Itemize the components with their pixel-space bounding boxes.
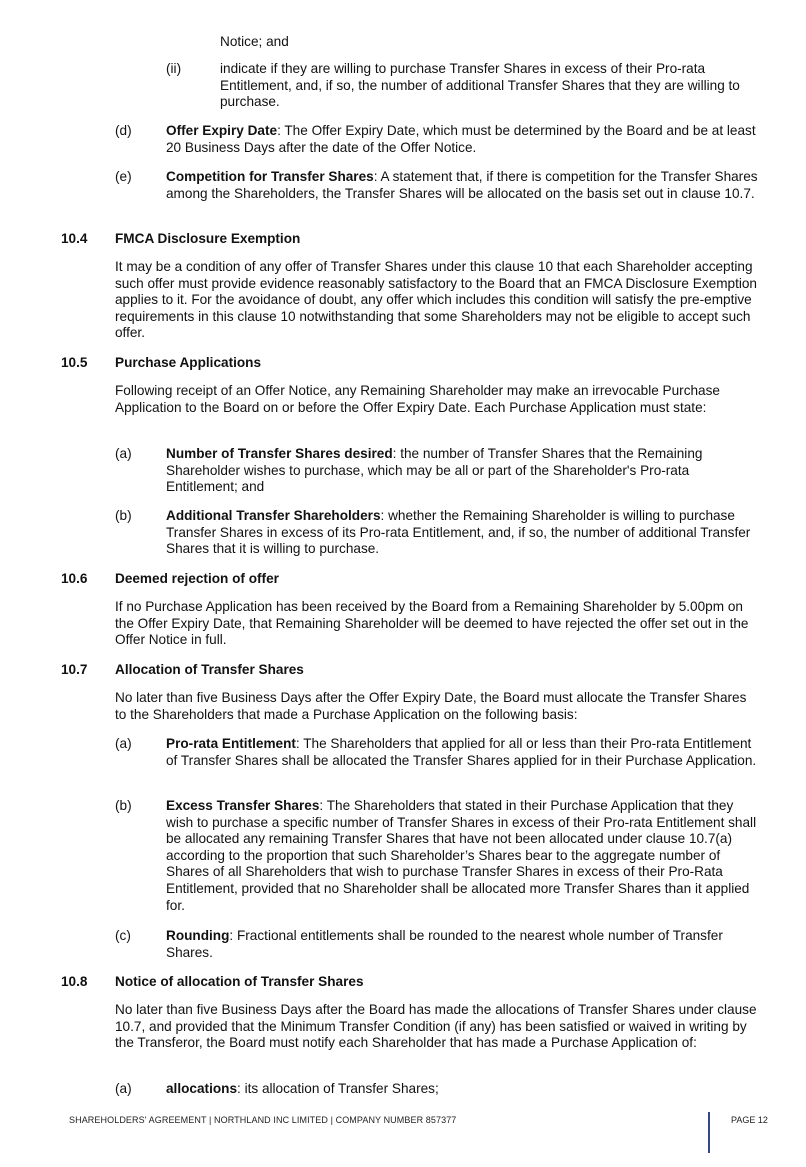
item-10-7-b-title: Excess Transfer Shares [166,798,320,813]
item-10-8-a-text: : its allocation of Transfer Shares; [237,1081,439,1096]
notice-line: Notice; and [220,34,289,49]
item-e-text: : A statement that, if there is competition for the Transfer Shares among the Shareholders, the Transfer Shares will be allocated on the basis set out in clause 10.7. [166,169,758,201]
item-label-10-5-b: (b) [115,508,132,523]
item-d-text: : The Offer Expiry Date, which must be determined by the Board and be at least 20 Business Days after the date of the Offer Notice. [166,123,756,155]
item-10-7-a-text: : The Shareholders that applied for all or less than their Pro-rata Entitlement of Transfer Shares shall be allocated the Transfer Shares applied for in their Purchase Application. [166,736,757,768]
section-number-10-8: 10.8 [61,974,88,989]
item-10-5-b-title: Additional Transfer Shareholders [166,508,381,523]
item-10-7-c [166,928,760,961]
section-body-10-4: It may be a condition of any offer of Transfer Shares under this clause 10 that each Shareholder accepting such offer must provide evidence reasonably satisfactory to the Board that an FMCA Disclosure Exemption applies to it. For the avoidance of doubt, any offer which includes this condition will satisfy the pre-emptive requirements in this clause 10 notwithstanding that some Shareholders may not be eligible to accept such offer. [115,259,757,341]
section-body-10-5: Following receipt of an Offer Notice, any Remaining Shareholder may make an irrevocable Purchase Application to the Board on or before the Offer Expiry Date. Each Purchase Application must state: [115,383,720,415]
section-heading-10-5: Purchase Applications [115,355,262,370]
item-label-10-5-a: (a) [115,446,132,461]
item-10-5-b [166,508,760,558]
item-d-title: Offer Expiry Date [166,123,278,138]
item-label-10-7-c: (c) [115,928,131,943]
item-label-10-7-a: (a) [115,736,132,751]
item-10-7-b [166,798,760,914]
item-label-10-8-a: (a) [115,1081,132,1096]
section-number-10-4: 10.4 [61,231,88,246]
item-e-title: Competition for Transfer Shares [166,169,374,184]
section-body-10-6: If no Purchase Application has been received by the Board from a Remaining Shareholder by 5.00pm on the Offer Expiry Date, that Remaining Shareholder will be deemed to have rejected the offer set out in the Offer Notice in full. [115,599,749,648]
item-10-8-a-title: allocations [166,1081,238,1096]
item-10-8-a [166,1081,760,1098]
item-10-7-c-title: Rounding [166,928,230,943]
item-label-10-7-b: (b) [115,798,132,813]
section-body-10-7: No later than five Business Days after the Offer Expiry Date, the Board must allocate the Transfer Shares to the Shareholders that made a Purchase Application on the following basis: [115,690,747,722]
item-d [166,123,760,156]
item-label-d: (d) [115,123,132,138]
item-label-e: (e) [115,169,132,184]
item-10-7-c-text: : Fractional entitlements shall be rounded to the nearest whole number of Transfer Shares. [166,928,723,960]
section-number-10-5: 10.5 [61,355,88,370]
item-e [166,169,760,202]
section-heading-10-4: FMCA Disclosure Exemption [115,231,301,246]
section-body-10-8: No later than five Business Days after the Board has made the allocations of Transfer Shares under clause 10.7, and provided that the Minimum Transfer Condition (if any) has been satisfied or waived in writing by the Transferor, the Board must notify each Shareholder that has made a Purchase Application of: [115,1002,757,1051]
item-10-5-a-title: Number of Transfer Shares desired [166,446,393,461]
footer-page-number: PAGE 12 [731,1115,768,1125]
section-heading-10-8: Notice of allocation of Transfer Shares [115,974,364,989]
item-label-ii: (ii) [166,61,182,76]
item-10-5-a-text: : the number of Transfer Shares that the Remaining Shareholder wishes to purchase, which may be all or part of the Shareholder's Pro-rata Entitlement; and [166,446,703,495]
item-10-7-a [166,736,760,769]
footer-document-title: SHAREHOLDERS' AGREEMENT | NORTHLAND INC LIMITED | COMPANY NUMBER 857377 [69,1115,457,1125]
item-10-5-a [166,446,760,496]
section-heading-10-7: Allocation of Transfer Shares [115,662,304,677]
item-ii-text: indicate if they are willing to purchase Transfer Shares in excess of their Pro-rata Entitlement, and, if so, the number of additional Transfer Shares that they are willing to purchase. [220,61,740,110]
item-10-7-b-text: : The Shareholders that stated in their Purchase Application that they wish to purchase a specific number of Transfer Shares in excess of their Pro-rata Entitlement shall be allocated any remaining Transfer Shares that have not been allocated under clause 10.7(a) according to the proportion that such Shareholder’s Shares bear to the aggregate number of Shares of all Shareholders that wish to purchase Transfer Shares in excess of their Pro-Rata Entitlement, provided that no Shareholder shall be allocated more Transfer Shares than it applied for. [166,798,757,913]
section-number-10-6: 10.6 [61,571,88,586]
footer-divider [708,1112,710,1153]
item-10-7-a-title: Pro-rata Entitlement [166,736,296,751]
item-10-5-b-text: : whether the Remaining Shareholder is willing to purchase Transfer Shares in excess of its Pro-rata Entitlement, and, if so, the number of additional Transfer Shares that it is willing to purchase. [166,508,751,557]
section-number-10-7: 10.7 [61,662,88,677]
section-heading-10-6: Deemed rejection of offer [115,571,279,586]
